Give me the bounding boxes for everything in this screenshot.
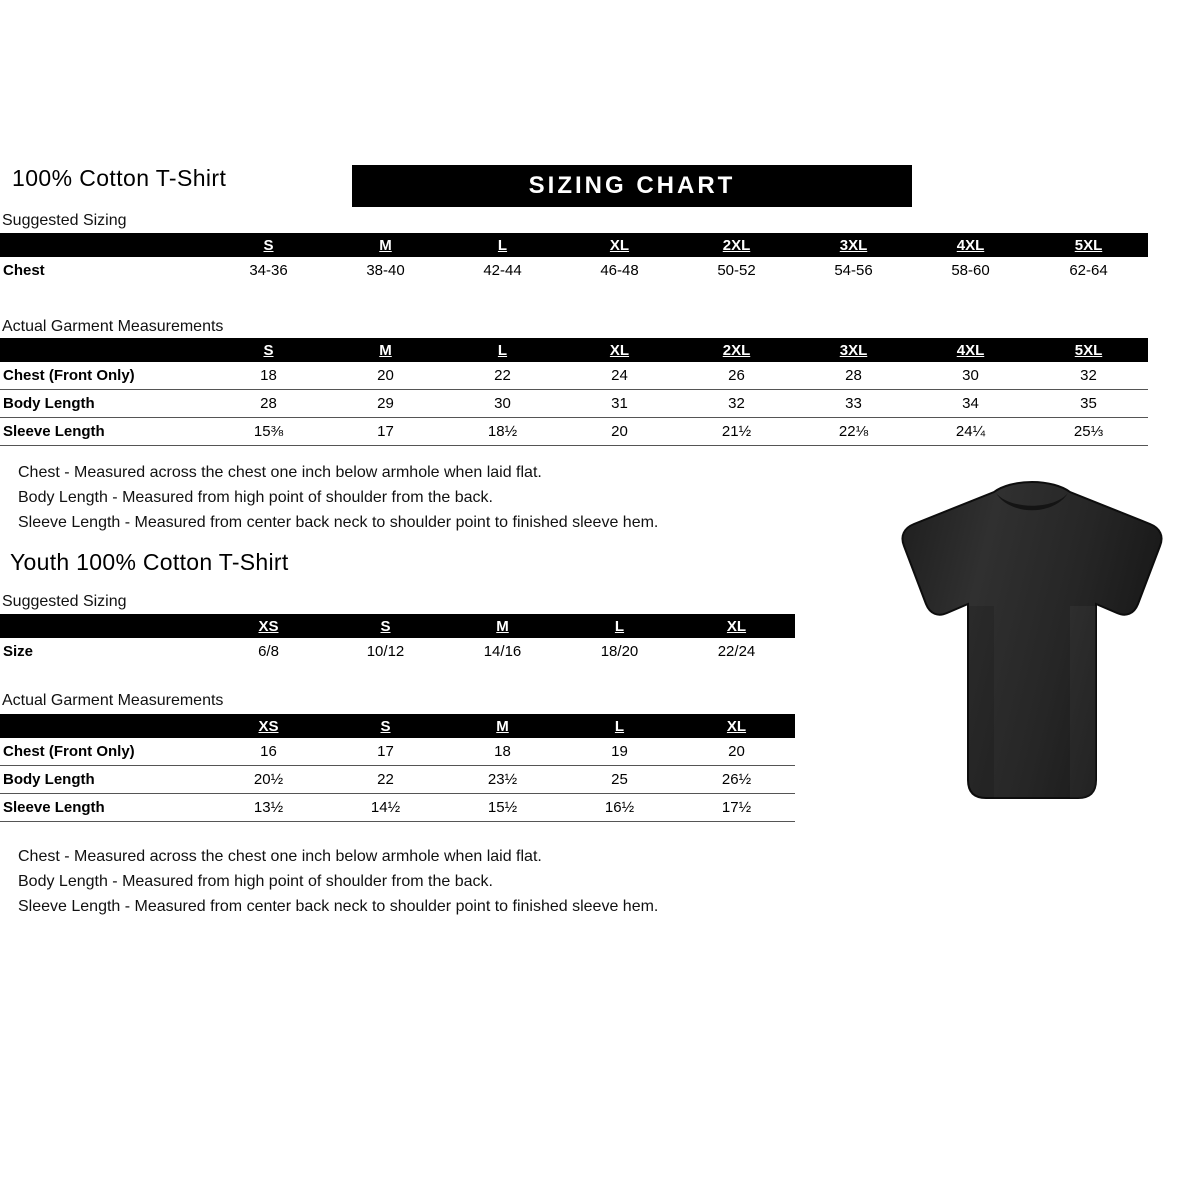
col-header: S [380,617,391,635]
table-row [0,362,1148,390]
cell: 50-52 [717,262,756,279]
cell: 34 [912,390,1029,418]
cell: 17 [327,738,444,766]
col-header: 5XL [1074,236,1103,254]
cell: 22⅛ [795,418,912,446]
table-row [0,738,795,766]
col-header: XS [258,717,279,735]
youth-notes [18,844,798,919]
cell: 18 [210,362,327,390]
table-row [0,766,795,794]
adult-measurements-label: Actual Garment Measurements [2,318,224,335]
youth-measurements-table [0,714,795,822]
cell: 30 [912,362,1029,390]
col-header: XL [609,236,630,254]
note-line: Body Length - Measured from high point of shoulder from the back. [18,489,493,506]
col-header: M [496,617,509,635]
col-header: L [614,717,625,735]
cell: 46-48 [600,262,639,279]
col-header: XL [726,617,747,635]
cell: 10/12 [366,643,405,660]
table-header-row [0,614,795,638]
cell: 16 [210,738,327,766]
col-header: S [263,341,274,359]
cell: 22 [444,362,561,390]
col-header: XL [726,717,747,735]
cell: 24¼ [912,418,1029,446]
col-header: M [379,236,392,254]
row-label: Sleeve Length [0,418,210,446]
youth-suggested-sizing-label: Suggested Sizing [2,593,127,610]
youth-measurements-label: Actual Garment Measurements [2,692,224,709]
cell: 25 [561,766,678,794]
t-shirt-illustration [898,480,1166,810]
cell: 26½ [678,766,795,794]
cell: 14½ [327,794,444,822]
col-header: 4XL [956,341,985,359]
table-row [0,794,795,822]
cell: 18½ [444,418,561,446]
cell: 18 [444,738,561,766]
cell: 19 [561,738,678,766]
cell: 20 [678,738,795,766]
sizing-chart-banner: SIZING CHART [352,165,912,207]
cell: 29 [327,390,444,418]
cell: 15⅜ [210,418,327,446]
col-header: L [497,236,508,254]
note-line: Body Length - Measured from high point of shoulder from the back. [18,873,493,890]
note-line: Chest - Measured across the chest one inch below armhole when laid flat. [18,464,542,481]
row-label: Body Length [0,390,210,418]
cell: 24 [561,362,678,390]
adult-notes [18,460,798,535]
cell: 31 [561,390,678,418]
adult-section-title: 100% Cotton T-Shirt [12,165,227,191]
table-row [0,418,1148,446]
cell: 17½ [678,794,795,822]
youth-suggested-sizing-table [0,614,795,665]
cell: 17 [327,418,444,446]
col-header: 5XL [1074,341,1103,359]
cell: 33 [795,390,912,418]
cell: 22/24 [717,643,756,660]
col-header: M [379,341,392,359]
cell: 13½ [210,794,327,822]
cell: 14/16 [483,643,522,660]
col-header [0,614,210,638]
col-header: XS [258,617,279,635]
col-header [0,233,210,257]
col-header: M [496,717,509,735]
cell: 21½ [678,418,795,446]
col-header: S [380,717,391,735]
cell: 20 [561,418,678,446]
adult-measurements-table [0,338,1148,446]
row-label: Sleeve Length [0,794,210,822]
table-header-row [0,338,1148,362]
table-row [0,638,795,665]
cell: 28 [210,390,327,418]
youth-section-title: Youth 100% Cotton T-Shirt [10,549,289,575]
adult-suggested-sizing-label: Suggested Sizing [2,212,127,229]
note-line: Chest - Measured across the chest one inch below armhole when laid flat. [18,848,542,865]
row-label: Chest (Front Only) [0,738,210,766]
col-header: L [497,341,508,359]
col-header: 4XL [956,236,985,254]
cell: 32 [678,390,795,418]
col-header: 3XL [839,236,868,254]
cell: 30 [444,390,561,418]
col-header: L [614,617,625,635]
col-header: 3XL [839,341,868,359]
cell: 20½ [210,766,327,794]
row-label: Chest [3,262,45,279]
cell: 42-44 [483,262,522,279]
cell: 58-60 [951,262,990,279]
cell: 26 [678,362,795,390]
cell: 54-56 [834,262,873,279]
cell: 6/8 [258,643,279,660]
cell: 32 [1029,362,1148,390]
cell: 22 [327,766,444,794]
cell: 15½ [444,794,561,822]
cell: 35 [1029,390,1148,418]
col-header: S [263,236,274,254]
table-header-row [0,714,795,738]
col-header [0,714,210,738]
col-header: XL [609,341,630,359]
cell: 16½ [561,794,678,822]
cell: 18/20 [600,643,639,660]
cell: 62-64 [1069,262,1108,279]
table-row [0,390,1148,418]
note-line: Sleeve Length - Measured from center back neck to shoulder point to finished sleeve hem. [18,514,659,531]
note-line: Sleeve Length - Measured from center back neck to shoulder point to finished sleeve hem. [18,898,659,915]
cell: 23½ [444,766,561,794]
cell: 38-40 [366,262,405,279]
col-header: 2XL [722,341,751,359]
cell: 20 [327,362,444,390]
cell: 25⅓ [1029,418,1148,446]
adult-header [12,165,912,207]
row-label: Body Length [0,766,210,794]
cell: 28 [795,362,912,390]
col-header: 2XL [722,236,751,254]
table-header-row [0,233,1148,257]
row-label: Size [3,643,34,660]
adult-suggested-sizing-table [0,233,1148,284]
table-row [0,257,1148,284]
col-header [0,338,210,362]
row-label: Chest (Front Only) [0,362,210,390]
cell: 34-36 [249,262,288,279]
